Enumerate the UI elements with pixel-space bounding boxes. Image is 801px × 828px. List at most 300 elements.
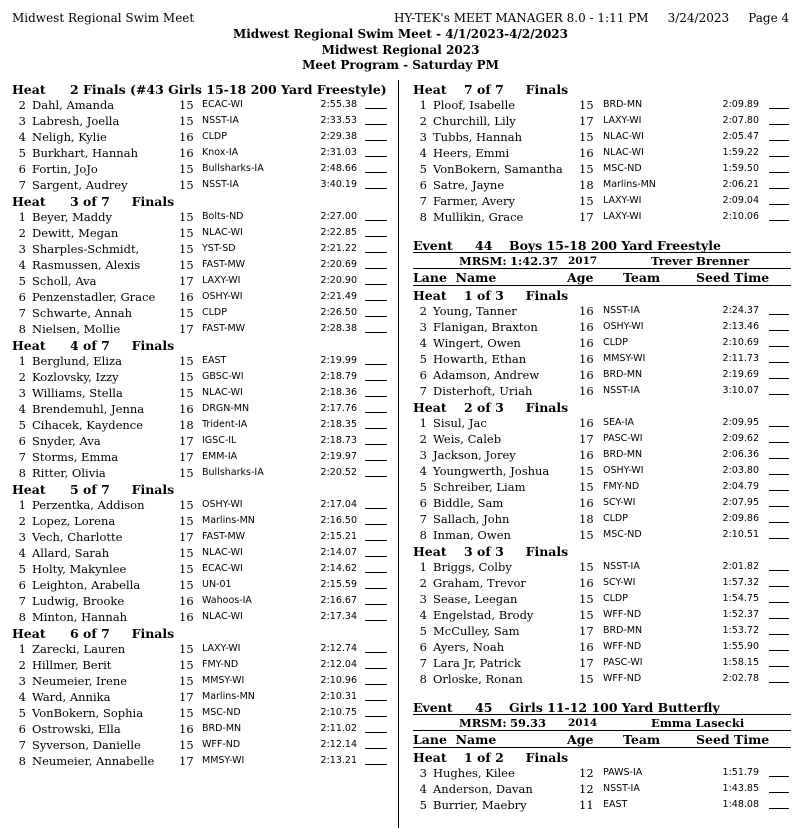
swimmer-age: 12	[579, 782, 594, 796]
swimmer-age: 16	[179, 722, 194, 736]
lane-number: 6	[419, 178, 427, 192]
swimmer-age: 15	[179, 370, 194, 384]
heat-header	[12, 336, 397, 352]
team-code: BRD-MN	[603, 625, 643, 636]
team-code: NLAC-WI	[202, 387, 243, 398]
seed-time: 2:13.21	[320, 755, 357, 766]
swimmer-age: 15	[179, 258, 194, 272]
entry-row	[12, 320, 397, 336]
seed-time: 2:09.62	[722, 433, 759, 444]
team-code: NLAC-WI	[603, 131, 644, 142]
result-blank	[769, 650, 789, 651]
swimmer-name: Neligh, Kylie	[32, 130, 107, 144]
entry-row	[12, 496, 397, 512]
entry-row	[12, 128, 397, 144]
lane-number: 4	[18, 258, 26, 272]
entry-row	[413, 764, 791, 780]
entry-row	[413, 350, 791, 366]
result-blank	[769, 330, 789, 331]
entry-row	[12, 304, 397, 320]
spacer	[413, 686, 791, 696]
seed-time: 1:52.37	[722, 609, 759, 620]
seed-time: 2:16.50	[320, 515, 357, 526]
swimmer-age: 16	[579, 146, 594, 160]
record-time: 59.33	[510, 716, 547, 730]
seed-time: 1:43.85	[722, 783, 759, 794]
lane-number: 2	[18, 98, 26, 112]
seed-time: 2:28.38	[320, 323, 357, 334]
swimmer-name: VonBokern, Samantha	[433, 162, 563, 176]
entry-row	[12, 416, 397, 432]
swimmer-name: Sargent, Audrey	[32, 178, 128, 192]
swimmer-age: 12	[579, 766, 594, 780]
event-header	[413, 234, 791, 252]
swimmer-age: 15	[179, 242, 194, 256]
heat-label: Heat	[413, 82, 447, 97]
swimmer-name: Dewitt, Megan	[32, 226, 119, 240]
lane-number: 3	[419, 766, 427, 780]
lane-number: 5	[419, 798, 427, 812]
team-code: LAXY-WI	[603, 195, 642, 206]
swimmer-name: Vech, Charlotte	[32, 530, 123, 544]
lane-number: 3	[419, 448, 427, 462]
lane-number: 7	[419, 656, 427, 670]
entry-row	[413, 128, 791, 144]
team-code: BRD-MN	[603, 99, 643, 110]
result-blank	[365, 284, 387, 285]
lane-number: 5	[18, 562, 26, 576]
entry-row	[413, 176, 791, 192]
seed-time: 2:09.86	[722, 513, 759, 524]
entry-row	[12, 144, 397, 160]
team-code: NSST-IA	[202, 179, 239, 190]
right-column	[413, 80, 791, 812]
seed-time: 2:04.79	[722, 481, 759, 492]
entry-row	[413, 318, 791, 334]
seed-time: 2:12.74	[320, 643, 357, 654]
seed-time: 2:48.66	[320, 163, 357, 174]
seed-time: 2:03.80	[722, 465, 759, 476]
seed-time: 2:26.50	[320, 307, 357, 318]
swimmer-age: 16	[179, 402, 194, 416]
lane-number: 7	[419, 194, 427, 208]
team-code: Marlins-MN	[202, 515, 255, 526]
seed-time: 2:18.79	[320, 371, 357, 382]
seed-time: 2:15.59	[320, 579, 357, 590]
swimmer-name: Leighton, Arabella	[32, 578, 141, 592]
team-code: GBSC-WI	[202, 371, 244, 382]
swimmer-name: Burkhart, Hannah	[32, 146, 138, 160]
swimmer-name: Flanigan, Braxton	[433, 320, 538, 334]
entry-row	[12, 688, 397, 704]
swimmer-name: Allard, Sarah	[32, 546, 110, 560]
swimmer-age: 15	[179, 178, 194, 192]
result-blank	[365, 476, 387, 477]
seed-time: 2:14.62	[320, 563, 357, 574]
team-code: NSST-IA	[603, 385, 640, 396]
result-blank	[365, 220, 387, 221]
result-blank	[769, 458, 789, 459]
result-blank	[365, 732, 387, 733]
swimmer-age: 17	[179, 530, 194, 544]
swimmer-name: Weis, Caleb	[433, 432, 502, 446]
swimmer-name: Ritter, Olivia	[32, 466, 106, 480]
lane-number: 3	[18, 530, 26, 544]
team-code: BRD-MN	[202, 723, 242, 734]
team-code: CLDP	[202, 131, 227, 142]
seed-time: 2:11.02	[320, 723, 357, 734]
result-blank	[769, 776, 789, 777]
seed-time: 2:29.38	[320, 131, 357, 142]
result-blank	[365, 396, 387, 397]
result-blank	[365, 108, 387, 109]
seed-time: 2:55.38	[320, 99, 357, 110]
result-blank	[365, 540, 387, 541]
swimmer-name: Heers, Emmi	[433, 146, 510, 160]
software-header	[394, 11, 789, 25]
swimmer-name: Sharples-Schmidt,	[32, 242, 140, 256]
result-blank	[365, 668, 387, 669]
heat-header	[413, 398, 791, 414]
team-code: MMSY-WI	[202, 755, 245, 766]
lane-number: 5	[18, 706, 26, 720]
swimmer-name: Minton, Hannah	[32, 610, 128, 624]
event-name: Girls 11-12 100 Yard Butterfly	[509, 700, 720, 715]
entry-row	[413, 606, 791, 622]
entry-row	[413, 96, 791, 112]
seed-time: 1:51.79	[722, 767, 759, 778]
result-blank	[365, 460, 387, 461]
swimmer-age: 15	[179, 226, 194, 240]
seed-time: 2:02.78	[722, 673, 759, 684]
team-code: MSC-ND	[202, 707, 241, 718]
team-code: NSST-IA	[603, 305, 640, 316]
swimmer-age: 16	[579, 576, 594, 590]
swimmer-age: 15	[179, 706, 194, 720]
result-blank	[365, 268, 387, 269]
swimmer-name: Engelstad, Brody	[433, 608, 534, 622]
swimmer-age: 16	[179, 610, 194, 624]
team-code: SEA-IA	[603, 417, 635, 428]
result-blank	[365, 428, 387, 429]
heat-header	[12, 192, 397, 208]
result-blank	[769, 172, 789, 173]
heat-title: 1 of 2 Finals	[464, 750, 569, 765]
swimmer-age: 16	[179, 130, 194, 144]
seed-time: 1:55.90	[722, 641, 759, 652]
entry-row	[12, 640, 397, 656]
swimmer-name: VonBokern, Sophia	[32, 706, 144, 720]
swimmer-age: 15	[579, 464, 594, 478]
swimmer-name: Brendemuhl, Jenna	[32, 402, 145, 416]
heat-label: Heat	[12, 482, 46, 497]
result-blank	[769, 474, 789, 475]
swimmer-age: 17	[179, 322, 194, 336]
entry-row	[12, 576, 397, 592]
swimmer-name: Burrier, Maebry	[433, 798, 527, 812]
team-code: WFF-ND	[603, 673, 642, 684]
swimmer-name: Sisul, Jac	[433, 416, 487, 430]
entry-row	[413, 430, 791, 446]
swimmer-age: 16	[579, 496, 594, 510]
swimmer-age: 15	[579, 528, 594, 542]
swimmer-name: Sallach, John	[433, 512, 510, 526]
entry-row	[413, 112, 791, 128]
team-code: NSST-IA	[603, 783, 640, 794]
team-code: CLDP	[603, 513, 628, 524]
swimmer-name: Howarth, Ethan	[433, 352, 527, 366]
team-code: WFF-ND	[202, 739, 241, 750]
swimmer-name: Ayers, Noah	[433, 640, 505, 654]
seed-time: 2:24.37	[722, 305, 759, 316]
swimmer-name: Farmer, Avery	[433, 194, 515, 208]
swimmer-name: Lara Jr, Patrick	[433, 656, 521, 670]
result-blank	[365, 700, 387, 701]
seed-time: 2:10.96	[320, 675, 357, 686]
seed-time: 2:17.04	[320, 499, 357, 510]
record-year: 2014	[568, 717, 598, 729]
result-blank	[769, 156, 789, 157]
lane-number: 6	[18, 290, 26, 304]
event-label: Event	[413, 700, 453, 715]
lane-number: 1	[419, 560, 427, 574]
team-code: NLAC-WI	[202, 611, 243, 622]
team-code: BRD-MN	[603, 449, 643, 460]
team-code: CLDP	[202, 307, 227, 318]
seed-time: 2:10.69	[722, 337, 759, 348]
record-holder: Emma Lasecki	[651, 716, 745, 730]
swimmer-age: 16	[579, 352, 594, 366]
seed-time: 2:06.21	[722, 179, 759, 190]
swimmer-age: 17	[579, 624, 594, 638]
seed-time: 2:31.03	[320, 147, 357, 158]
swimmer-name: Storms, Emma	[32, 450, 119, 464]
lane-number: 8	[419, 528, 427, 542]
seed-time: 2:15.21	[320, 531, 357, 542]
lane-number: 4	[419, 146, 427, 160]
swimmer-name: Graham, Trevor	[433, 576, 526, 590]
software-label: HY-TEK's MEET MANAGER 8.0 - 1:11 PM	[394, 11, 649, 25]
team-code: LAXY-WI	[603, 115, 642, 126]
seed-time: 1:57.32	[722, 577, 759, 588]
seed-time: 2:09.89	[722, 99, 759, 110]
seed-time: 2:19.69	[722, 369, 759, 380]
lane-number: 2	[18, 514, 26, 528]
lane-number: 4	[419, 782, 427, 796]
swimmer-name: Disterhoft, Uriah	[433, 384, 533, 398]
team-code: OSHY-WI	[202, 499, 243, 510]
team-code: MSC-ND	[603, 163, 642, 174]
swimmer-age: 15	[179, 306, 194, 320]
swimmer-age: 15	[579, 194, 594, 208]
seed-time: 2:12.04	[320, 659, 357, 670]
lane-number: 7	[18, 450, 26, 464]
swimmer-age: 18	[579, 178, 594, 192]
swimmer-age: 15	[579, 480, 594, 494]
team-code: Knox-IA	[202, 147, 239, 158]
team-code: MSC-ND	[603, 529, 642, 540]
swimmer-name: Neumeier, Irene	[32, 674, 128, 688]
result-blank	[769, 666, 789, 667]
heat-header	[12, 480, 397, 496]
result-blank	[769, 188, 789, 189]
team-code: WFF-ND	[603, 609, 642, 620]
lane-number: 8	[419, 210, 427, 224]
seed-time: 2:33.53	[320, 115, 357, 126]
lane-number: 8	[419, 672, 427, 686]
swimmer-name: Fortin, JoJo	[32, 162, 98, 176]
lane-number: 1	[18, 642, 26, 656]
entry-row	[12, 272, 397, 288]
swimmer-age: 17	[179, 754, 194, 768]
team-code: DRGN-MN	[202, 403, 250, 414]
team-code: ECAC-WI	[202, 563, 243, 574]
lane-number: 6	[18, 162, 26, 176]
result-blank	[769, 140, 789, 141]
swimmer-age: 17	[179, 274, 194, 288]
entry-row	[413, 574, 791, 590]
seed-time: 1:59.50	[722, 163, 759, 174]
lane-number: 6	[419, 496, 427, 510]
entry-row	[413, 590, 791, 606]
swimmer-name: Hughes, Kilee	[433, 766, 515, 780]
swimmer-age: 15	[179, 114, 194, 128]
team-code: WFF-ND	[603, 641, 642, 652]
entry-row	[12, 592, 397, 608]
swimmer-age: 16	[579, 304, 594, 318]
swimmer-age: 15	[579, 162, 594, 176]
result-blank	[769, 586, 789, 587]
seed-time: 2:12.14	[320, 739, 357, 750]
result-blank	[365, 652, 387, 653]
result-blank	[365, 140, 387, 141]
program-title: Meet Program - Saturday PM	[302, 58, 499, 72]
seed-time: 2:10.31	[320, 691, 357, 702]
col-seed: Seed Time	[696, 732, 770, 747]
event-number: 44	[475, 238, 493, 253]
result-blank	[365, 524, 387, 525]
heat-header	[12, 80, 397, 96]
swimmer-name: Churchill, Lily	[433, 114, 516, 128]
swimmer-name: Lopez, Lorena	[32, 514, 116, 528]
swimmer-age: 15	[179, 546, 194, 560]
team-code: FMY-ND	[603, 481, 640, 492]
team-code: Wahoos-IA	[202, 595, 252, 606]
swimmer-age: 16	[579, 416, 594, 430]
swimmer-name: Briggs, Colby	[433, 560, 512, 574]
swimmer-age: 16	[179, 290, 194, 304]
entry-row	[413, 446, 791, 462]
result-blank	[365, 236, 387, 237]
swimmer-age: 15	[179, 466, 194, 480]
col-seed: Seed Time	[696, 270, 770, 285]
meet-title: Midwest Regional Swim Meet - 4/1/2023-4/2/2023	[232, 27, 569, 41]
entry-row	[413, 526, 791, 542]
seed-time: 2:05.47	[722, 131, 759, 142]
seed-time: 2:18.36	[320, 387, 357, 398]
lane-number: 3	[18, 674, 26, 688]
swimmer-age: 16	[579, 320, 594, 334]
heat-label: Heat	[12, 626, 46, 641]
seed-time: 2:21.49	[320, 291, 357, 302]
record-time: 1:42.37	[510, 254, 559, 268]
team-code: FAST-MW	[202, 259, 246, 270]
meet-record	[413, 252, 791, 268]
seed-time: 2:06.36	[722, 449, 759, 460]
seed-time: 2:19.99	[320, 355, 357, 366]
entry-row	[12, 560, 397, 576]
column-headers	[413, 730, 791, 748]
heat-header	[413, 80, 791, 96]
swimmer-age: 17	[179, 690, 194, 704]
entry-row	[12, 96, 397, 112]
swimmer-name: Schreiber, Liam	[433, 480, 526, 494]
swimmer-name: Ostrowski, Ella	[32, 722, 121, 736]
swimmer-name: Hillmer, Berit	[32, 658, 112, 672]
team-code: PAWS-IA	[603, 767, 643, 778]
swimmer-name: Beyer, Maddy	[32, 210, 112, 224]
result-blank	[769, 506, 789, 507]
seed-time: 2:01.82	[722, 561, 759, 572]
col-age: Age	[567, 270, 594, 285]
lane-number: 1	[18, 210, 26, 224]
swimmer-name: Biddle, Sam	[433, 496, 504, 510]
result-blank	[769, 362, 789, 363]
swimmer-name: Dahl, Amanda	[32, 98, 115, 112]
left-column	[12, 80, 397, 768]
col-team: Team	[623, 732, 661, 747]
result-blank	[365, 252, 387, 253]
result-blank	[769, 522, 789, 523]
heat-label: Heat	[12, 194, 46, 209]
lane-number: 4	[419, 608, 427, 622]
swimmer-age: 16	[579, 448, 594, 462]
lane-number: 8	[18, 754, 26, 768]
team-code: LAXY-WI	[202, 275, 241, 286]
swimmer-name: Labresh, Joella	[32, 114, 120, 128]
swimmer-age: 17	[579, 210, 594, 224]
heat-title: 2 of 3 Finals	[464, 400, 569, 415]
result-blank	[365, 156, 387, 157]
team-code: UN-01	[202, 579, 232, 590]
swimmer-age: 17	[579, 432, 594, 446]
seed-time: 2:18.35	[320, 419, 357, 430]
result-blank	[769, 538, 789, 539]
entry-row	[413, 366, 791, 382]
team-code: PASC-WI	[603, 433, 643, 444]
seed-time: 2:17.76	[320, 403, 357, 414]
team-code: CLDP	[603, 593, 628, 604]
entry-row	[12, 448, 397, 464]
entry-row	[12, 208, 397, 224]
team-code: SCY-WI	[603, 577, 636, 588]
swimmer-name: Ludwig, Brooke	[32, 594, 125, 608]
record-label: MRSM:	[459, 254, 507, 268]
meet-record	[413, 714, 791, 730]
team-code: Bullsharks-IA	[202, 467, 264, 478]
swimmer-age: 15	[579, 592, 594, 606]
heat-label: Heat	[413, 750, 447, 765]
result-blank	[365, 332, 387, 333]
heat-header	[413, 542, 791, 558]
entry-row	[413, 638, 791, 654]
seed-time: 2:11.73	[722, 353, 759, 364]
team-code: FAST-MW	[202, 323, 246, 334]
team-code: OSHY-WI	[603, 321, 644, 332]
team-code: EAST	[202, 355, 227, 366]
swimmer-name: Neumeier, Annabelle	[32, 754, 155, 768]
entry-row	[12, 736, 397, 752]
